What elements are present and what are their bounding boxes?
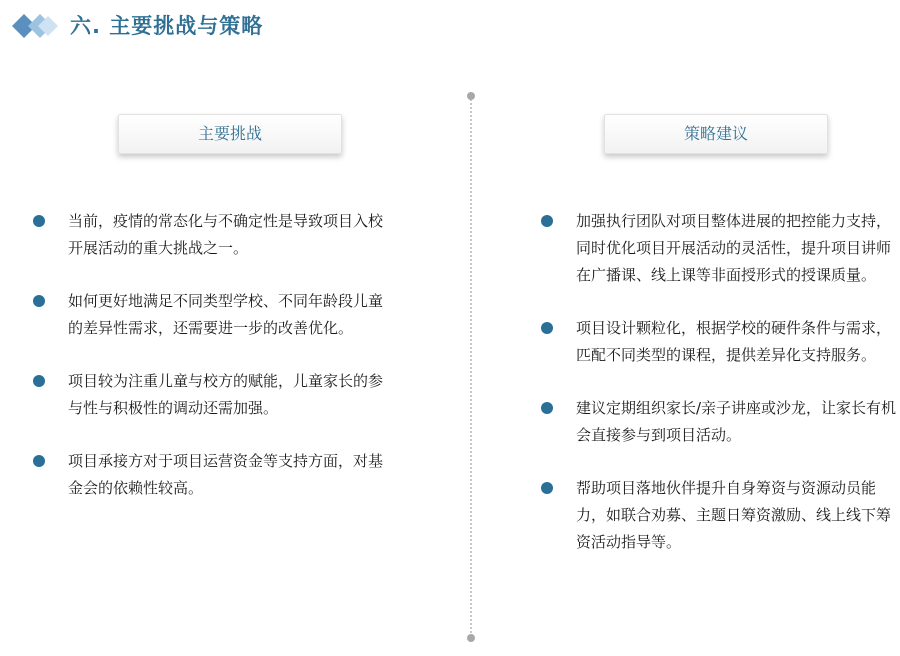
challenge-text: 项目较为注重儿童与校方的赋能，儿童家长的参与性与积极性的调动还需加强。 [68,372,384,417]
strategy-text: 项目设计颗粒化，根据学校的硬件条件与需求，匹配不同类型的课程，提供差异化支持服务。 [576,319,892,364]
challenge-item [30,448,390,502]
page-title: 六. 主要挑战与策略 [70,14,264,38]
blue-diamond-logo-icon [8,8,64,44]
center-divider [470,96,472,640]
bullet-dot-icon [33,295,45,307]
strategies-list [538,208,898,582]
bullet-dot-icon [541,322,553,334]
challenge-item [30,288,390,342]
strategy-item [538,395,898,449]
bullet-dot-icon [33,455,45,467]
strategies-heading: 策略建议 [683,124,748,143]
challenge-item [30,208,390,262]
challenges-list [30,208,390,528]
strategy-text: 帮助项目落地伙伴提升自身筹资与资源动员能力，如联合劝募、主题日筹资激励、线上线下筹资活动指导等。 [576,479,892,551]
strategy-text: 加强执行团队对项目整体进展的把控能力支持，同时优化项目开展活动的灵活性，提升项目讲师在广播课、线上课等非面授形式的授课质量。 [576,212,892,284]
strategy-item [538,315,898,369]
bullet-dot-icon [541,215,553,227]
bullet-dot-icon [33,375,45,387]
strategy-item [538,208,898,289]
challenges-heading: 主要挑战 [197,124,262,143]
divider-top-dot [467,92,475,100]
challenge-text: 如何更好地满足不同类型学校、不同年龄段儿童的差异性需求，还需要进一步的改善优化。 [68,292,384,337]
bullet-dot-icon [541,402,553,414]
challenge-text: 当前，疫情的常态化与不确定性是导致项目入校开展活动的重大挑战之一。 [68,212,384,257]
strategy-item [538,475,898,556]
challenges-heading-box [118,114,342,154]
divider-bottom-dot [467,634,475,642]
challenge-text: 项目承接方对于项目运营资金等支持方面，对基金会的依赖性较高。 [68,452,384,497]
strategy-text: 建议定期组织家长/亲子讲座或沙龙，让家长有机会直接参与到项目活动。 [576,399,897,444]
challenge-item [30,368,390,422]
bullet-dot-icon [541,482,553,494]
strategies-heading-box [604,114,828,154]
bullet-dot-icon [33,215,45,227]
